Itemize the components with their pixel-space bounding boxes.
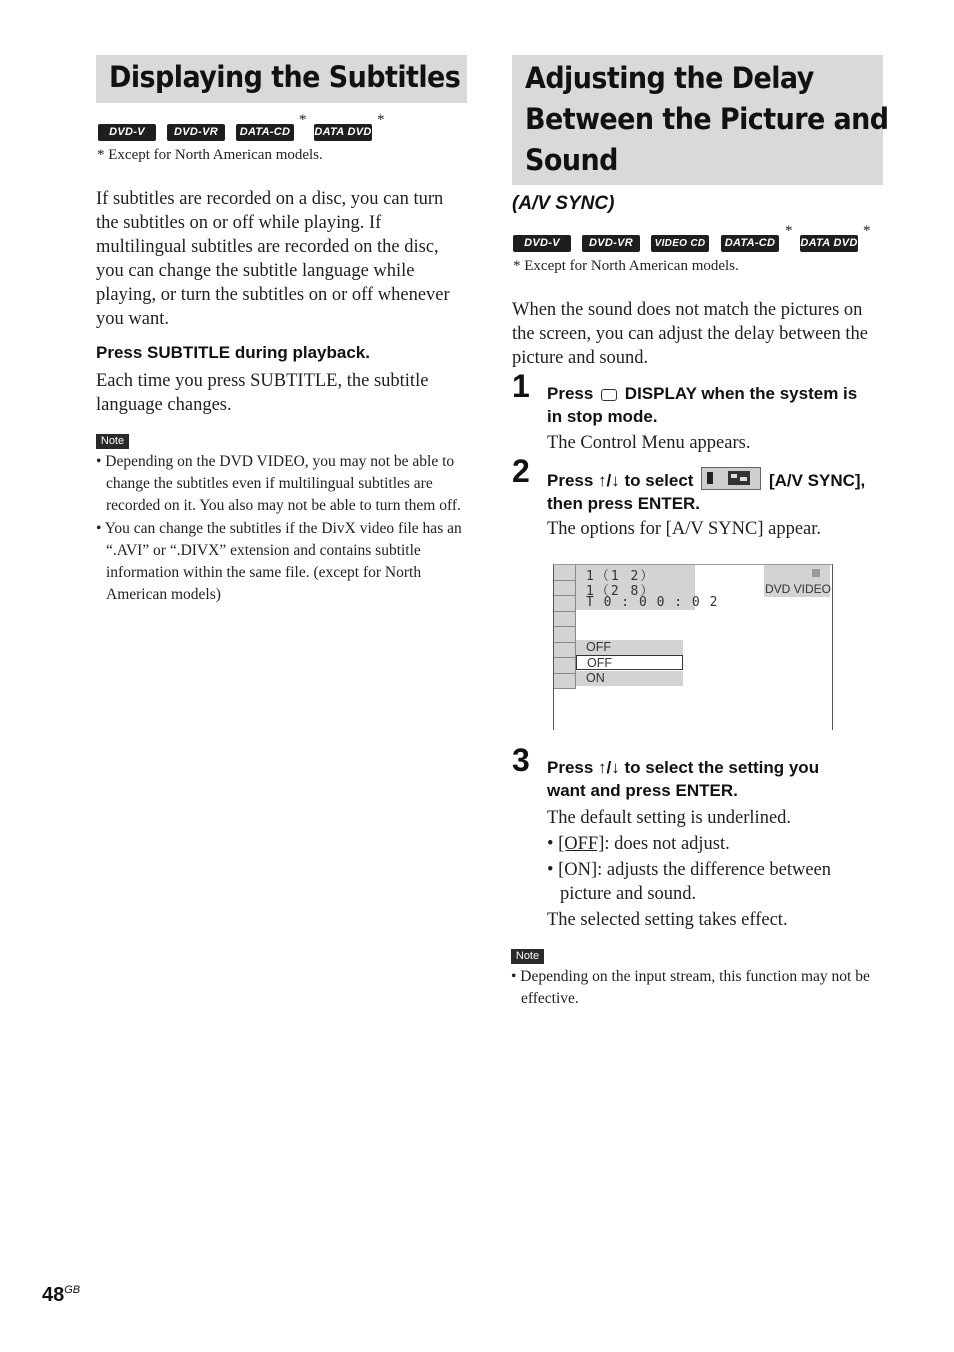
option-on-item [547,858,831,906]
instruction-press-subtitle: Press SUBTITLE during playback. [96,343,370,362]
badge-video-cd: VIDEO CD [651,235,709,252]
av-sync-menu-icon [701,467,761,490]
step-instruction [547,467,892,515]
asterisk-mark: * [785,223,793,239]
text-line: If subtitles are recorded on a disc, you can turn [96,189,444,209]
title-number: 1（1 2） [586,569,656,584]
step-result: The default setting is underlined. [547,808,792,828]
asterisk-mark: * [377,112,385,128]
title-line: Sound [525,143,618,177]
badge-dvd-vr: DVD-VR [582,235,640,252]
option-on: ON [576,671,683,686]
badge-dvd-v: DVD-V [513,235,571,252]
result-paragraph [96,369,476,417]
step-result: The Control Menu appears. [547,433,751,453]
step-number: 1 [512,368,530,404]
text-line: you can change the subtitle language while [96,261,415,281]
step-number: 3 [512,742,530,778]
status-square-icon [812,569,820,577]
step-text: then press ENTER. [547,494,701,513]
disc-type-label: DVD VIDEO [765,582,832,596]
badge-data-dvd: DATA DVD [314,124,372,141]
badge-data-cd: DATA-CD [721,235,779,252]
bullet: • [547,834,554,854]
section-title-av-sync [525,58,889,181]
badge-dvd-vr: DVD-VR [167,124,225,141]
step-result: The options for [A/V SYNC] appear. [547,519,822,539]
text-line: the screen, you can adjust the delay between the [512,324,868,344]
menu-icon-column [554,565,576,689]
step-text: DISPLAY when the system is [624,384,858,403]
text-line: • [ON]: adjusts the difference between [547,860,832,880]
page-suffix: GB [64,1284,81,1296]
text-line: When the sound does not match the pictures on [512,300,863,320]
step-text: [A/V SYNC], [768,471,866,490]
footnote-models: * Except for North American models. [97,147,323,163]
badge-data-cd: DATA-CD [236,124,294,141]
text-line: the subtitles on or off while playing. If [96,213,382,233]
step-number: 2 [512,453,530,489]
chapter-number: 1（2 8） [586,584,656,599]
note-item: • You can change the subtitles if the DivX video file has an “.AVI” or “.DIVX” extension and contains subtitle information within the same file. (except for North American models) [96,520,462,603]
text-line: multilingual subtitles are recorded on the disc, [96,237,439,257]
badge-data-dvd: DATA DVD [800,235,858,252]
badge-dvd-v: DVD-V [98,124,156,141]
note-label: Note [96,434,129,449]
intro-paragraph [96,187,476,331]
title-line: Between the Picture and [525,102,889,136]
option-desc: : does not adjust. [604,834,730,854]
option-off: OFF [576,655,683,670]
note-item: • Depending on the input stream, this function may not be effective. [511,968,870,1007]
page-num: 48 [42,1284,65,1306]
page-number [42,1284,80,1307]
footnote-models: * Except for North American models. [513,258,739,274]
step-text: in stop mode. [547,407,658,426]
text-line: picture and sound. [512,348,649,368]
text-line: language changes. [96,395,232,415]
text-line: you want. [96,309,169,329]
option-off-item [547,832,730,856]
display-button-icon [601,389,617,401]
step-instruction [547,756,892,802]
section-subtitle: (A/V SYNC) [512,193,615,214]
step-text: Press ↑/↓ to select the setting you [547,758,820,777]
note-item: • Depending on the DVD VIDEO, you may not be able to change the subtitles even if multilingual subtitles are recorded on it. You also may not be able to turn them off. [96,453,461,514]
final-result: The selected setting takes effect. [547,910,788,930]
current-setting: OFF [576,640,683,655]
playing-time: T 0 : 0 0 : 0 2 [586,595,719,610]
asterisk-mark: * [299,112,307,128]
note-label: Note [511,949,544,964]
section-title-subtitles: Displaying the Subtitles [109,60,461,94]
step-text: Press ↑/↓ to select [547,471,694,490]
intro-paragraph [512,298,892,370]
note-list [511,966,885,1012]
note-list [96,451,468,608]
step-instruction [547,382,892,428]
title-line: Adjusting the Delay [525,61,814,95]
asterisk-mark: * [863,223,871,239]
default-setting: [OFF] [558,834,605,854]
text-line: Each time you press SUBTITLE, the subtitle [96,371,429,391]
text-line: playing, or turn the subtitles on or off whenever [96,285,450,305]
step-text: want and press ENTER. [547,781,738,800]
step-text: Press [547,384,594,403]
control-menu-screen [553,564,833,730]
text-line: picture and sound. [560,884,697,904]
